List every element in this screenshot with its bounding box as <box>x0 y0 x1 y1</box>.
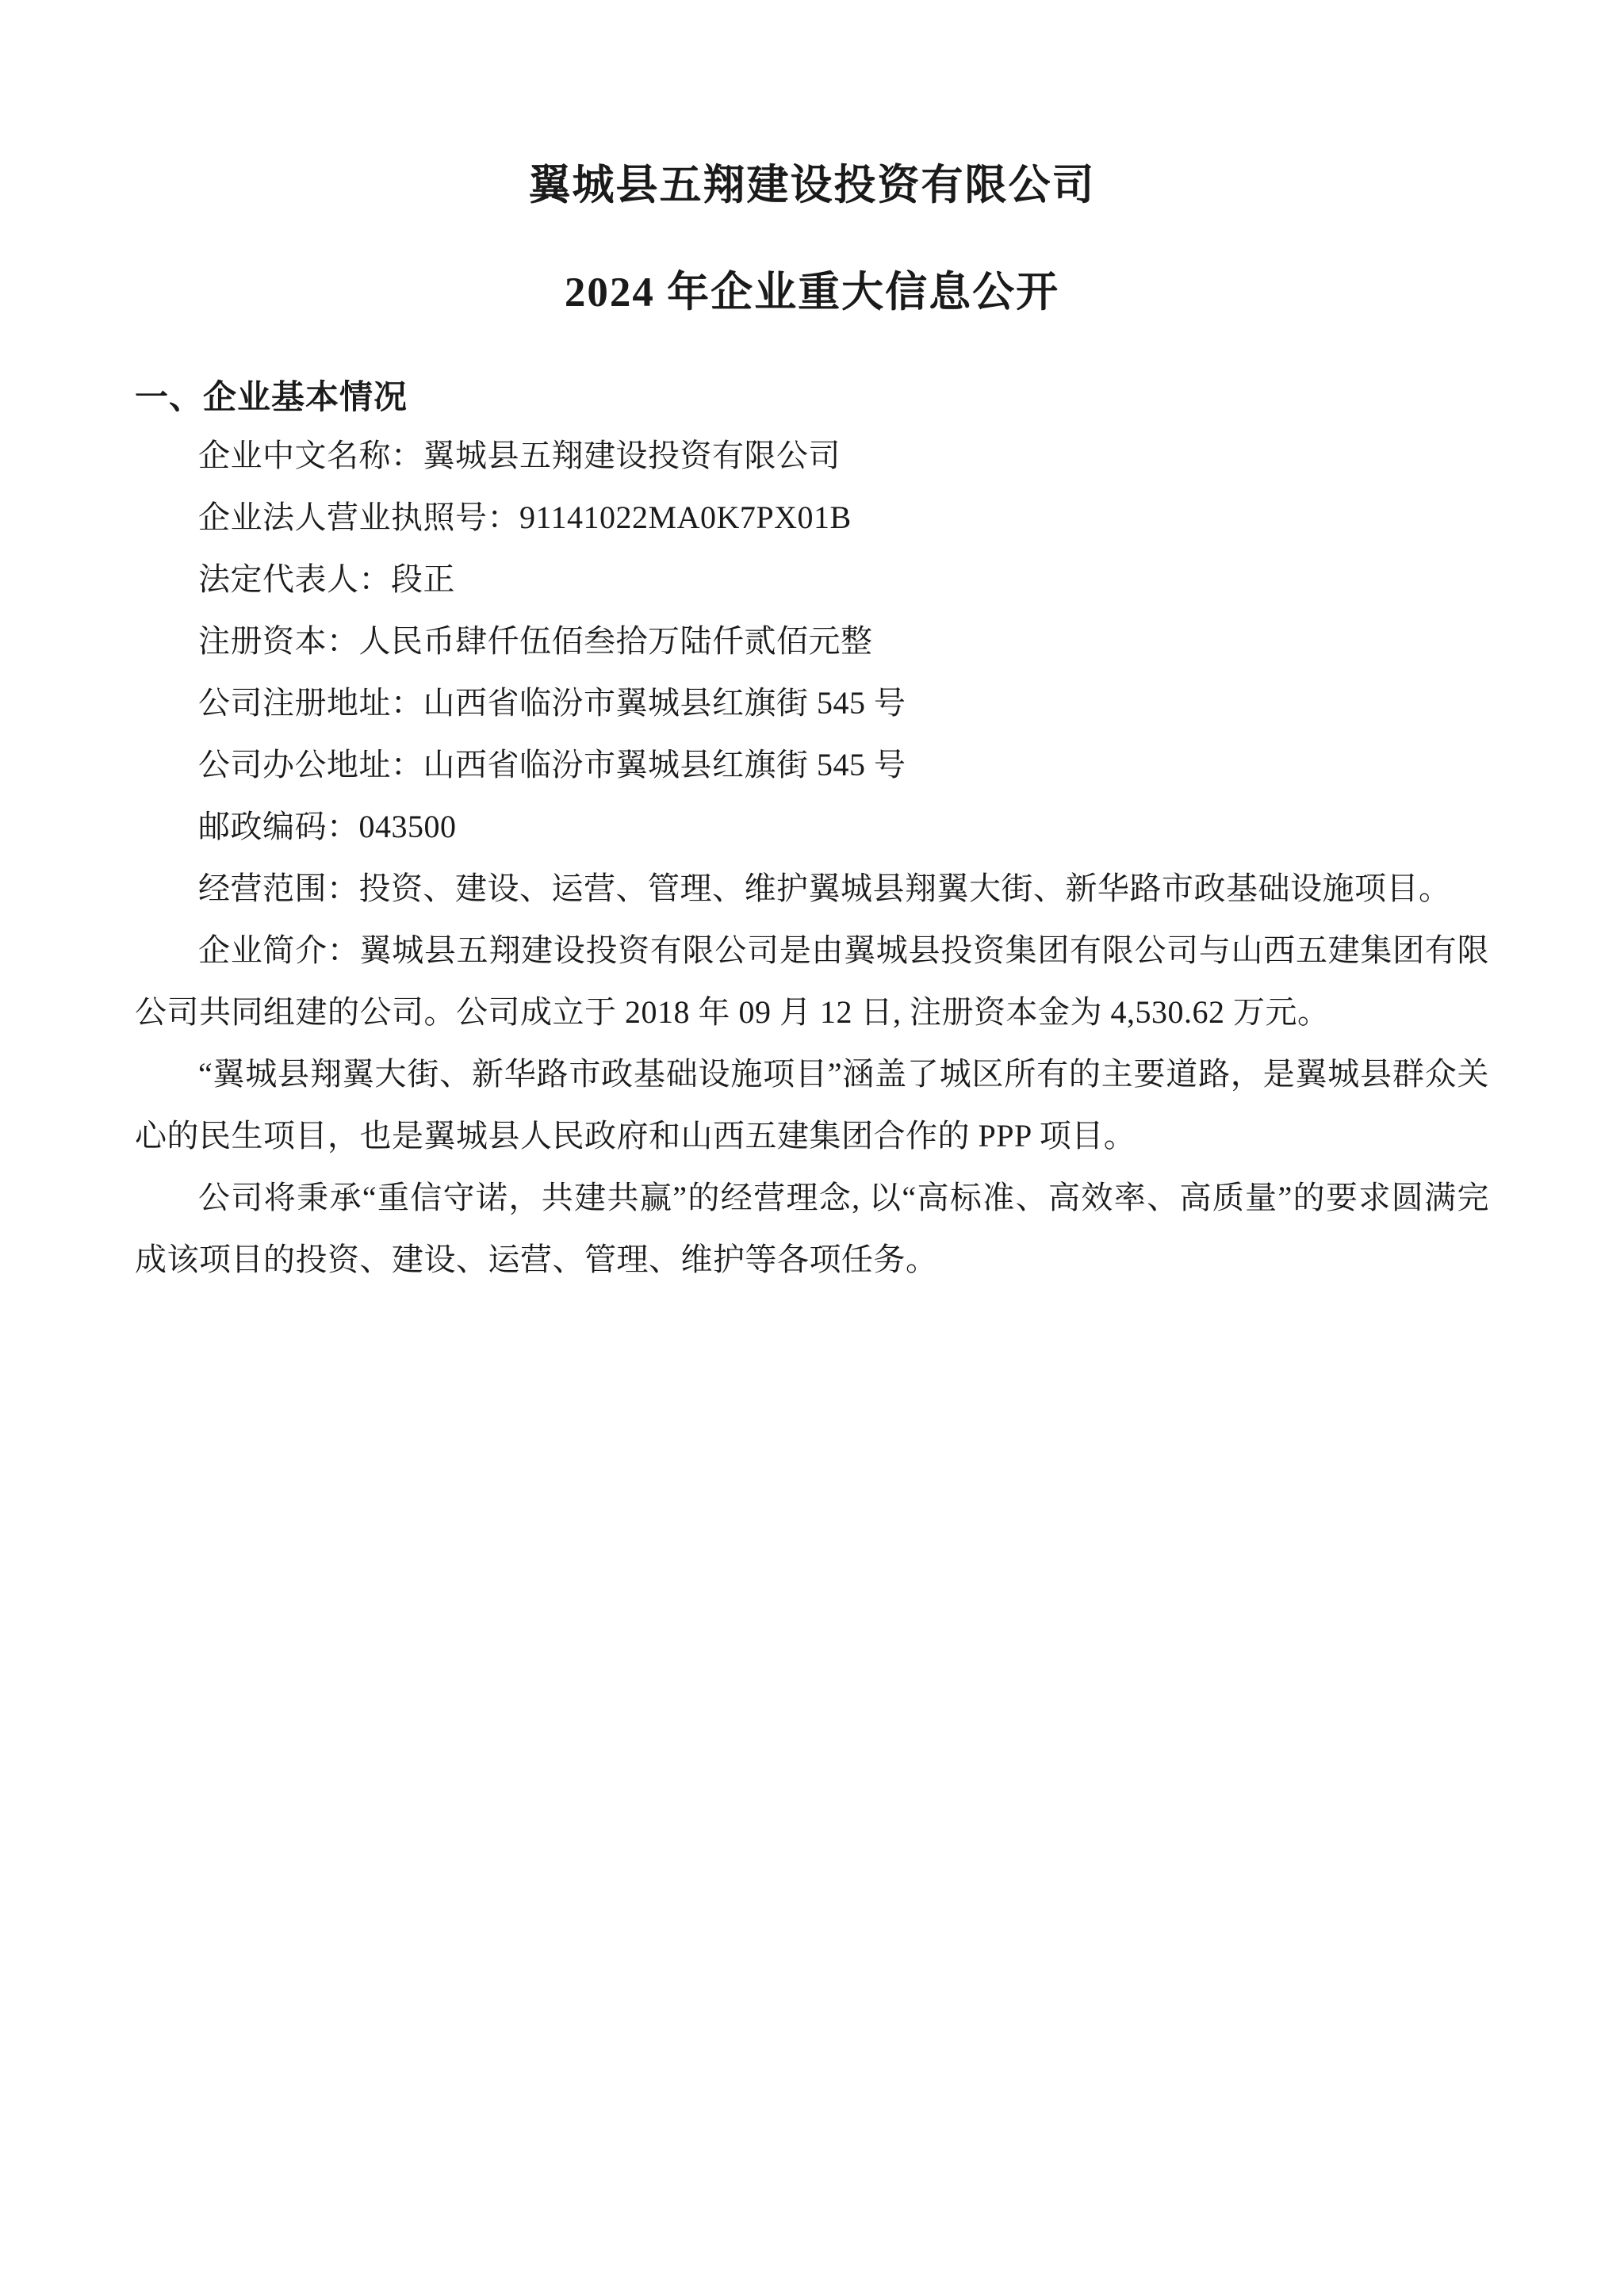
paragraph-project-description: “翼城县翔翼大街、新华路市政基础设施项目”涵盖了城区所有的主要道路，是翼城县群众关心的民生项目，也是翼城县人民政府和山西五建集团合作的 PPP 项目。 <box>135 1056 1489 1154</box>
field-postal-code: 邮政编码：043500 <box>198 809 457 845</box>
page-title: 翼城县五翔建设投资有限公司 <box>528 163 1096 209</box>
field-business-license-number: 企业法人营业执照号：91141022MA0K7PX01B <box>198 499 852 536</box>
field-registered-capital: 注册资本：人民币肆仟伍佰叁拾万陆仟贰佰元整 <box>198 623 873 660</box>
paragraph-company-profile: 企业简介：翼城县五翔建设投资有限公司是由翼城县投资集团有限公司与山西五建集团有限公司共同组建的公司。公司成立于 2018 年 09 月 12 日, 注册资本金为 4,530.62 万元。 <box>135 932 1489 1031</box>
field-registered-address: 公司注册地址：山西省临汾市翼城县红旗街 545 号 <box>198 685 906 721</box>
paragraph-company-philosophy: 公司将秉承“重信守诺，共建共赢”的经营理念, 以“高标准、高效率、高质量”的要求圆满完成该项目的投资、建设、运营、管理、维护等各项任务。 <box>135 1180 1489 1278</box>
field-company-name: 企业中文名称：翼城县五翔建设投资有限公司 <box>198 438 841 474</box>
field-office-address: 公司办公地址：山西省临汾市翼城县红旗街 545 号 <box>198 747 906 783</box>
section-heading-company-basics: 一、企业基本情况 <box>135 380 408 416</box>
field-legal-representative: 法定代表人：段正 <box>198 561 455 598</box>
paragraph-business-scope: 经营范围：投资、建设、运营、管理、维护翼城县翔翼大街、新华路市政基础设施项目。 <box>198 871 1451 907</box>
page-subtitle: 2024 年企业重大信息公开 <box>564 269 1060 316</box>
